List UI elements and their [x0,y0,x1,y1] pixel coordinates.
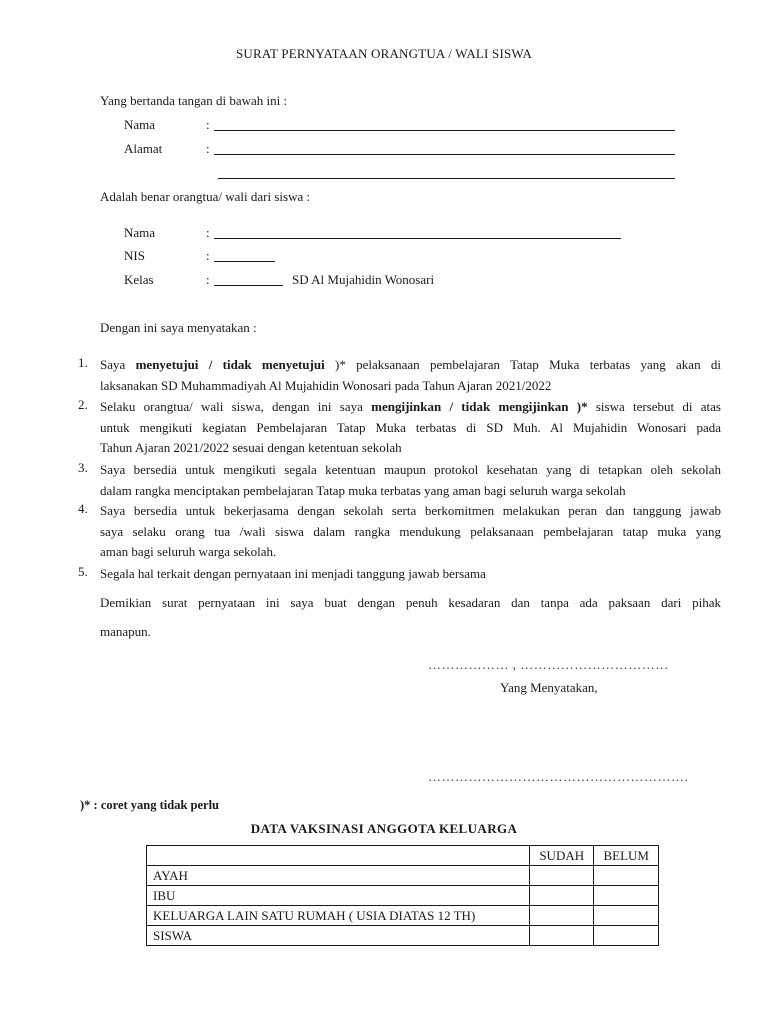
statement-2-line2: untuk mengikuti kegiatan Pembelajaran Tatap Muka terbatas di SD Muh. Al Mujahidin Wonosari pada [100,419,721,435]
table-row-label: SISWA [147,926,530,946]
statement-intro: Dengan ini saya menyatakan : [100,320,257,335]
closing-line2: manapun. [100,624,151,639]
parent-name-label: Nama [124,117,156,132]
parent-name-colon: : [206,117,210,132]
child-nis-field[interactable] [214,261,275,262]
statement-1-line2: laksanakan SD Muhammadiyah Al Mujahidin Wonosari pada Tahun Ajaran 2021/2022 [100,377,552,393]
table-row [147,866,659,886]
sudah-cell[interactable] [529,866,594,886]
intro-text: Yang bertanda tangan di bawah ini : [100,93,288,108]
statement-4-number: 4. [78,501,88,516]
statement-1-line1: Saya menyetujui / tidak menyetujui )* pelaksanaan pembelajaran Tatap Muka terbatas yang akan di [100,357,721,372]
statement-1-choice: menyetujui / tidak menyetujui [135,357,325,372]
parent-address-colon: : [206,141,210,156]
statement-1-number: 1. [78,355,88,370]
belum-cell[interactable] [594,866,659,886]
table-row-label: KELUARGA LAIN SATU RUMAH ( USIA DIATAS 12 TH) [147,906,530,926]
child-class-field[interactable] [214,285,283,286]
signer-label: Yang Menyatakan, [500,680,598,695]
table-header-cell [147,846,530,866]
statement-3-line1: Saya bersedia untuk mengikuti segala ketentuan maupun protokol kesehatan yang di tetapkan oleh sekolah [100,462,721,477]
statement-4-line1: Saya bersedia untuk bekerjasama dengan sekolah serta berkomitmen melakukan peran dan tanggung jawab [100,503,721,518]
sudah-cell[interactable] [529,886,594,906]
school-name: SD Al Mujahidin Wonosari [292,272,435,287]
table-header-belum: BELUM [594,846,659,866]
child-name-label: Nama [124,225,156,240]
child-class-label: Kelas [124,272,154,287]
statement-3-line2: dalam rangka menciptakan pembelajaran Tatap muka terbatas yang aman bagi seluruh warga sekolah [100,482,626,498]
child-nis-label: NIS [124,248,145,263]
place-date-field[interactable]: ……………… , …………………………… [428,657,669,672]
statement-4-line3: aman bagi seluruh warga sekolah. [100,544,277,559]
table-row [147,886,659,906]
sudah-cell[interactable] [529,926,594,946]
belum-cell[interactable] [594,886,659,906]
table-row [147,926,659,946]
statement-3-number: 3. [78,460,88,475]
parent-address-label: Alamat [124,141,163,156]
table-header-row [147,846,659,866]
table-row-label: IBU [147,886,530,906]
signature-field[interactable]: …………………………………………………. [428,769,689,784]
belum-cell[interactable] [594,906,659,926]
statement-5-line1: Segala hal terkait dengan pernyataan ini menjadi tanggung jawab bersama [100,566,486,581]
statement-2-number: 2. [78,397,88,412]
statement-4-line2: saya selaku orang tua /wali siswa dalam rangka mendukung pelaksanaan pembelajaran tatap muka yang [100,523,721,539]
statement-5-number: 5. [78,564,88,579]
child-intro-text: Adalah benar orangtua/ wali dari siswa : [100,189,311,204]
closing-line1: Demikian surat pernyataan ini saya buat dengan penuh kesadaran dan tanpa ada paksaan dari pihak [100,595,721,610]
parent-address-field-line2[interactable] [218,178,675,179]
vaccine-table [146,845,659,946]
sudah-cell[interactable] [529,906,594,926]
vaccine-table-heading: DATA VAKSINASI ANGGOTA KELUARGA [250,821,518,836]
statement-2-line3: Tahun Ajaran 2021/2022 sesuai dengan ketentuan sekolah [100,440,402,455]
table-header-sudah: SUDAH [529,846,594,866]
parent-address-field[interactable] [214,154,675,155]
table-row [147,906,659,926]
statement-2-line1: Selaku orangtua/ wali siswa, dengan ini saya mengijinkan / tidak mengijinkan )* siswa tersebut di atas [100,399,721,414]
child-name-field[interactable] [214,238,621,239]
child-name-colon: : [206,225,210,240]
belum-cell[interactable] [594,926,659,946]
child-class-colon: : [206,272,210,287]
parent-name-field[interactable] [214,130,675,131]
child-nis-colon: : [206,248,210,263]
footnote: )* : coret yang tidak perlu [80,798,219,812]
document-title: SURAT PERNYATAAN ORANGTUA / WALI SISWA [235,46,533,61]
statement-2-choice: mengijinkan / tidak mengijinkan )* [371,399,588,414]
table-row-label: AYAH [147,866,530,886]
